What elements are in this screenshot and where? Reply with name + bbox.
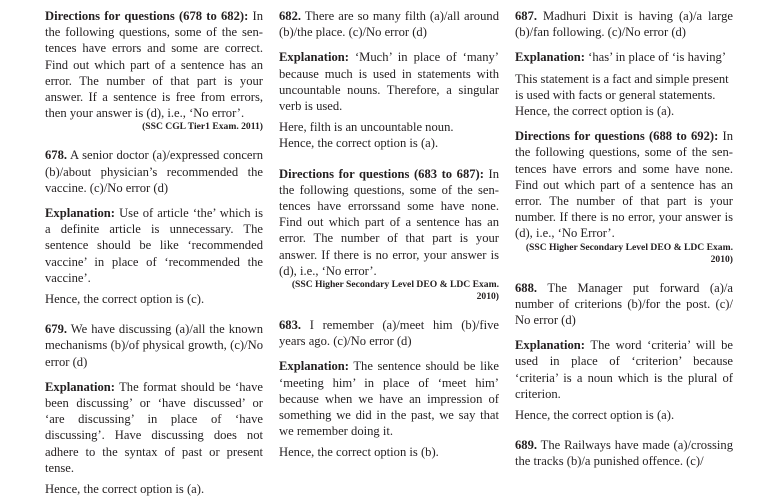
answer-679: Hence, the correct option is (a). — [45, 482, 205, 497]
column-3 — [515, 8, 733, 470]
question-682: 682. There are so many filth (a)/all around (b)/the place. (c)/No error (d) — [279, 9, 499, 40]
question-number: 687. — [515, 9, 538, 23]
explanation-label: Explanation: — [515, 338, 585, 353]
answer-682: Hence, the correct option is (a). — [279, 136, 439, 151]
explanation-688: Explanation: The word ‘criteria’ will be used in place of ‘criterion’ because ‘criteria’ is a noun which is the plural of criterion. — [515, 338, 733, 401]
directions-678-682 — [45, 8, 263, 133]
question-number: 688. — [515, 280, 538, 295]
explanation-678: Explanation: Use of article ‘the’ which is a definite article is unnecessary. The sentence should be like ‘recommended vaccine’ in place of ‘recommended the vaccine’. — [45, 206, 263, 285]
question-688: 688. The Manager put forward (a)/a number of criterions (b)/for the post. (c)/ No error (d) — [515, 280, 733, 328]
exam-source: (SSC CGL Tier1 Exam. 2011) — [142, 121, 263, 133]
question-number: 682. — [279, 9, 302, 23]
question-683: 683. I remember (a)/meet him (b)/five years ago. (c)/No error (d) — [279, 318, 499, 349]
directions-heading: Directions for questions (678 to 682): — [45, 9, 249, 23]
directions-text: Directions for questions (683 to 687): In the following questions, some of the sentences have errorssand some have none. Find out which part of a sentence has an error. The number of that part is your answer. If there is no error, your answer is (d), i.e., ‘No error’. — [279, 166, 500, 278]
explanation-label: Explanation: — [45, 206, 115, 221]
answer-688: Hence, the correct option is (a). — [515, 408, 675, 423]
note-687: This statement is a fact and simple present is used with facts or general statements. — [515, 71, 729, 102]
explanation-687: Explanation: ‘has’ in place of ‘is having’ — [515, 50, 727, 65]
exam-source: (SSC Higher Secondary Level DEO & LDC Exam. 2010) — [291, 279, 499, 303]
question-689: 689. The Railways have made (a)/crossing the tracks (b)/a punished offence. (c)/ — [515, 438, 733, 469]
explanation-label: Explanation: — [279, 359, 349, 374]
answer-678: Hence, the correct option is (c). — [45, 292, 205, 307]
answer-683: Hence, the correct option is (b). — [279, 445, 439, 460]
explanation-label: Explanation: — [45, 379, 115, 394]
column-1 — [45, 8, 263, 497]
question-number: 679. — [45, 322, 68, 337]
explanation-682: Explanation: ‘Much’ in place of ‘many’ because much is used in statements with uncountable nouns. Therefore, a singular verb is used. — [279, 50, 499, 114]
explanation-683: Explanation: The sentence should be like ‘meeting him’ in place of ‘meet him’ because when we have an impression of something we did in the past, we say that we remember doing it. — [279, 359, 499, 439]
question-number: 683. — [279, 318, 302, 333]
note-682: Here, filth is an uncountable noun. — [279, 120, 454, 135]
directions-683-687 — [279, 166, 499, 303]
question-678: 678. A senior doctor (a)/expressed concern (b)/about physician’s recommended the vaccine. (c)/No error (d) — [45, 148, 263, 195]
question-number: 678. — [45, 148, 68, 163]
answer-687: Hence, the correct option is (a). — [515, 104, 675, 119]
question-679: 679. We have discussing (a)/all the known mechanisms (b)/of physical growth, (c)/No error (d) — [45, 322, 263, 369]
directions-heading: Directions for questions (688 to 692): — [515, 129, 719, 144]
question-687: 687. Madhuri Dixit is having (a)/a large (b)/fan following. (c)/No error (d) — [515, 9, 733, 40]
exam-source: (SSC Higher Secondary Level DEO & LDC Exam. 2010) — [525, 241, 733, 265]
directions-text: Directions for questions (688 to 692): In the following questions, some of the sentences have errors and some have none. Find out which part of a sentence has an error. The number of that part is your number. If there is no error, your answer is (d), i.e., ‘No Error’. — [515, 129, 734, 241]
directions-text: Directions for questions (678 to 682): In the following questions, some of the sentences have errors and some are correct. Find out which part of a sentence has an error. The number of that part is your answer. If a sentence is free from errors, then your answer is (d), i.e., ‘No error’. — [45, 9, 264, 121]
directions-heading: Directions for questions (683 to 687): — [279, 166, 484, 181]
column-2 — [279, 8, 499, 461]
question-number: 689. — [515, 438, 538, 453]
explanation-679: Explanation: The format should be ‘have been discussing’ or ‘have discussed’ or ‘are discussing’ in place of ‘have discussing’. Have discussing does not adhere to the syntax of past or present tense. — [45, 379, 263, 475]
directions-688-692 — [515, 128, 733, 265]
explanation-label: Explanation: — [279, 50, 349, 65]
explanation-label: Explanation: — [515, 50, 585, 65]
